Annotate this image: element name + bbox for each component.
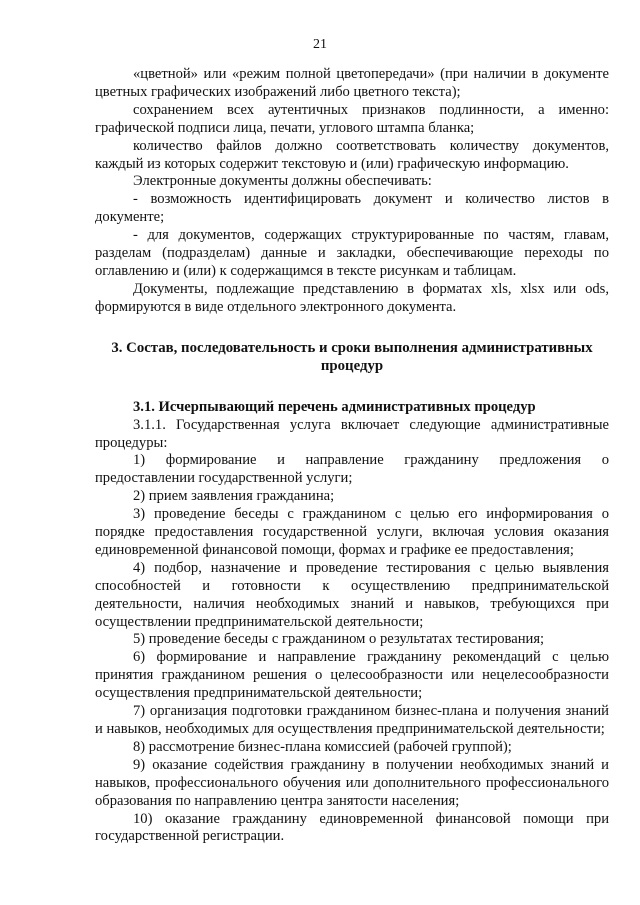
paragraph: количество файлов должно соответствовать количеству документов, каждый из которых содержит текстовую и (или) графическую информацию.: [95, 137, 609, 172]
list-item: 10) оказание гражданину единовременной финансовой помощи при государственной регистрации.: [95, 810, 609, 845]
list-item: 1) формирование и направление гражданину предложения о предоставлении государственной услуги;: [95, 452, 609, 487]
page-number: 21: [313, 37, 327, 52]
list-item: 9) оказание содействия гражданину в получении необходимых знаний и навыков, профессионального обучения или дополнительного профессионального образования по направлению центра занятости населения;: [95, 756, 609, 809]
section-heading: 3. Состав, последовательность и сроки выполнения административных процедур: [111, 339, 593, 374]
paragraph: - для документов, содержащих структурированные по частям, главам, разделам (подразделам) данные и закладки, обеспечивающие переходы по оглавлению и (или) к содержащимся в тексте рисункам и таблицам.: [95, 227, 609, 279]
paragraph: сохранением всех аутентичных признаков подлинности, а именно: графической подписи лица, печати, углового штампа бланка;: [95, 101, 609, 136]
list-item: 8) рассмотрение бизнес-плана комиссией (рабочей группой);: [133, 738, 512, 755]
paragraph: - возможность идентифицировать документ и количество листов в документе;: [95, 191, 609, 226]
list-item: 3) проведение беседы с гражданином с целью его информирования о порядке предоставления государственной услуги, включая условия оказания единовременной финансовой помощи, формах и графике ее предоставления;: [95, 506, 609, 558]
paragraph: Документы, подлежащие представлению в форматах xls, xlsx или ods, формируются в виде отдельного электронного документа.: [95, 280, 609, 315]
list-item: 7) организация подготовки гражданином бизнес-плана и получения знаний и навыков, необходимых для осуществления предпринимательской деятельности;: [95, 703, 609, 737]
subsection-heading: 3.1. Исчерпывающий перечень административных процедур: [133, 398, 536, 415]
list-item: 5) проведение беседы с гражданином о результатах тестирования;: [133, 631, 545, 648]
list-item: 2) прием заявления гражданина;: [133, 488, 335, 505]
list-item: 4) подбор, назначение и проведение тестирования с целью выявления способностей и готовности к осуществлению предпринимательской деятельности, наличия необходимых знаний и навыков, требующихся при осуществлении предпринимательской деятельности;: [95, 559, 609, 630]
paragraph: «цветной» или «режим полной цветопередачи» (при наличии в документе цветных графических изображений либо цветного текста);: [95, 66, 609, 100]
paragraph: Электронные документы должны обеспечивать:: [133, 173, 432, 190]
list-item: 6) формирование и направление гражданину рекомендаций с целью принятия гражданином решения о целесообразности или нецелесообразности осуществления предпринимательской деятельности;: [95, 649, 609, 702]
list-paragraph: 3.1.1. Государственная услуга включает следующие административные процедуры:: [95, 416, 609, 451]
page-content: [95, 66, 609, 846]
